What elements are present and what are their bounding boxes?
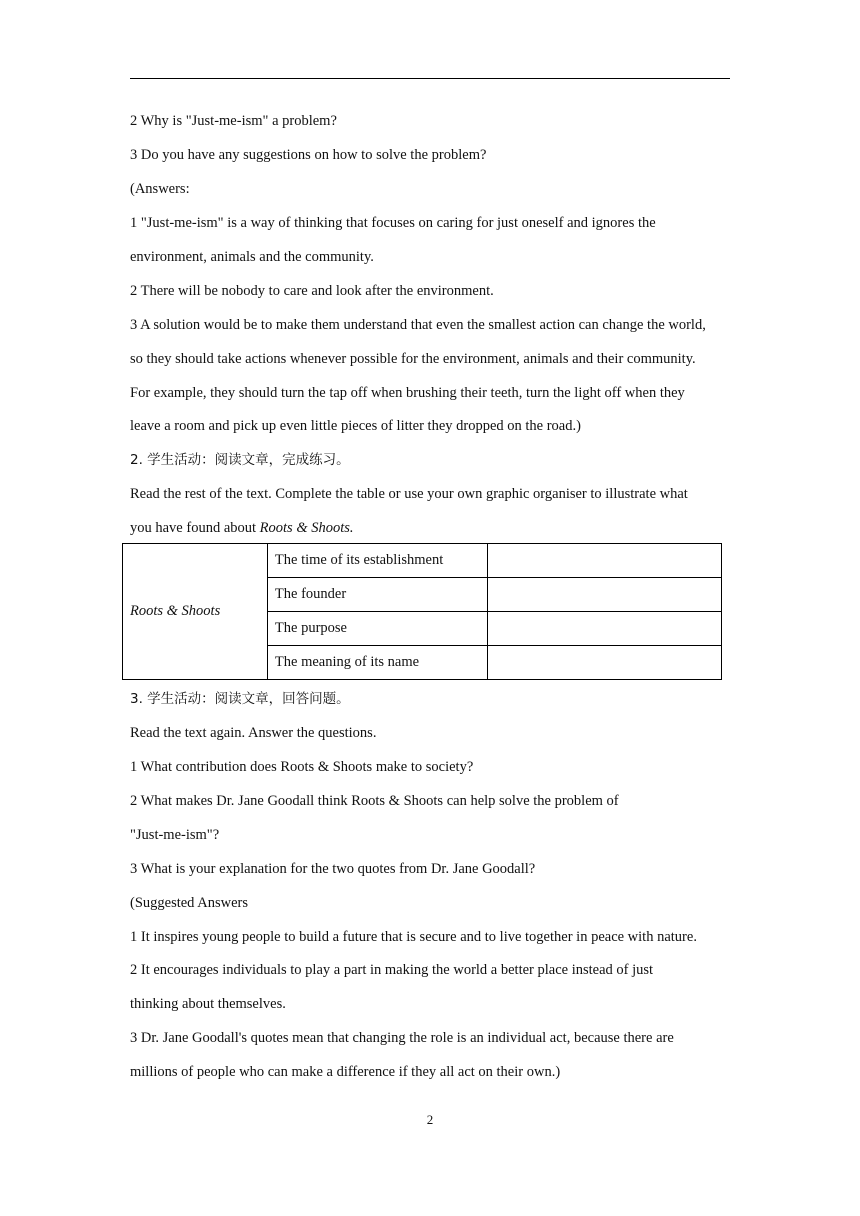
header-rule (130, 78, 730, 79)
activity-2-heading: 2. 学生活动：阅读文章，完成练习。 (130, 452, 350, 468)
activity-2-instruction-line-2 (130, 518, 354, 538)
instruction-text: you have found about (130, 520, 260, 536)
page-number: 2 (426, 1112, 434, 1127)
suggested-answer-2-line-2: thinking about themselves. (130, 996, 286, 1012)
answer-3-line-4: leave a room and pick up even little pieces of litter they dropped on the road.) (130, 418, 581, 434)
answer-1-line-2: environment, animals and the community. (130, 249, 374, 265)
table-value-cell[interactable] (487, 578, 721, 612)
roots-shoots-table (122, 543, 722, 680)
table-label-cell: The purpose (267, 612, 487, 646)
table-value-cell[interactable] (487, 646, 721, 680)
activity-3-question-3: 3 What is your explanation for the two quotes from Dr. Jane Goodall? (130, 861, 536, 877)
activity-3-heading: 3. 学生活动：阅读文章，回答问题。 (130, 691, 350, 707)
answers-label: (Answers: (130, 181, 190, 197)
table-subject-cell: Roots & Shoots (123, 544, 268, 680)
answer-3-line-1: 3 A solution would be to make them understand that even the smallest action can change the world, (130, 317, 706, 333)
table-row (123, 544, 722, 578)
table-label-cell: The meaning of its name (267, 646, 487, 680)
suggested-answer-1: 1 It inspires young people to build a future that is secure and to live together in peace with nature. (130, 929, 697, 945)
activity-3-question-2-line-1: 2 What makes Dr. Jane Goodall think Roots & Shoots can help solve the problem of (130, 793, 619, 809)
question-2: 2 Why is "Just-me-ism" a problem? (130, 113, 337, 129)
activity-3-question-1: 1 What contribution does Roots & Shoots make to society? (130, 759, 474, 775)
table-value-cell[interactable] (487, 544, 721, 578)
activity-3-question-2-line-2: "Just-me-ism"? (130, 827, 220, 843)
suggested-answer-2-line-1: 2 It encourages individuals to play a part in making the world a better place instead of just (130, 962, 654, 978)
roots-and-shoots-emphasis: Roots & Shoots. (259, 520, 354, 536)
question-3: 3 Do you have any suggestions on how to solve the problem? (130, 147, 487, 163)
table-label-cell: The time of its establishment (267, 544, 487, 578)
suggested-answer-3-line-2: millions of people who can make a difference if they all act on their own.) (130, 1064, 561, 1080)
answer-2: 2 There will be nobody to care and look after the environment. (130, 283, 494, 299)
answer-3-line-2: so they should take actions whenever possible for the environment, animals and their community. (130, 351, 696, 367)
answer-3-line-3: For example, they should turn the tap off when brushing their teeth, turn the light off when they (130, 385, 685, 401)
activity-3-instruction: Read the text again. Answer the questions. (130, 725, 377, 741)
table-label-cell: The founder (267, 578, 487, 612)
suggested-answer-3-line-1: 3 Dr. Jane Goodall's quotes mean that changing the role is an individual act, because there are (130, 1030, 674, 1046)
answer-1-line-1: 1 "Just-me-ism" is a way of thinking that focuses on caring for just oneself and ignores the (130, 215, 656, 231)
table-value-cell[interactable] (487, 612, 721, 646)
activity-2-instruction-line-1: Read the rest of the text. Complete the table or use your own graphic organiser to illustrate what (130, 486, 688, 502)
suggested-answers-label: (Suggested Answers (130, 895, 249, 911)
